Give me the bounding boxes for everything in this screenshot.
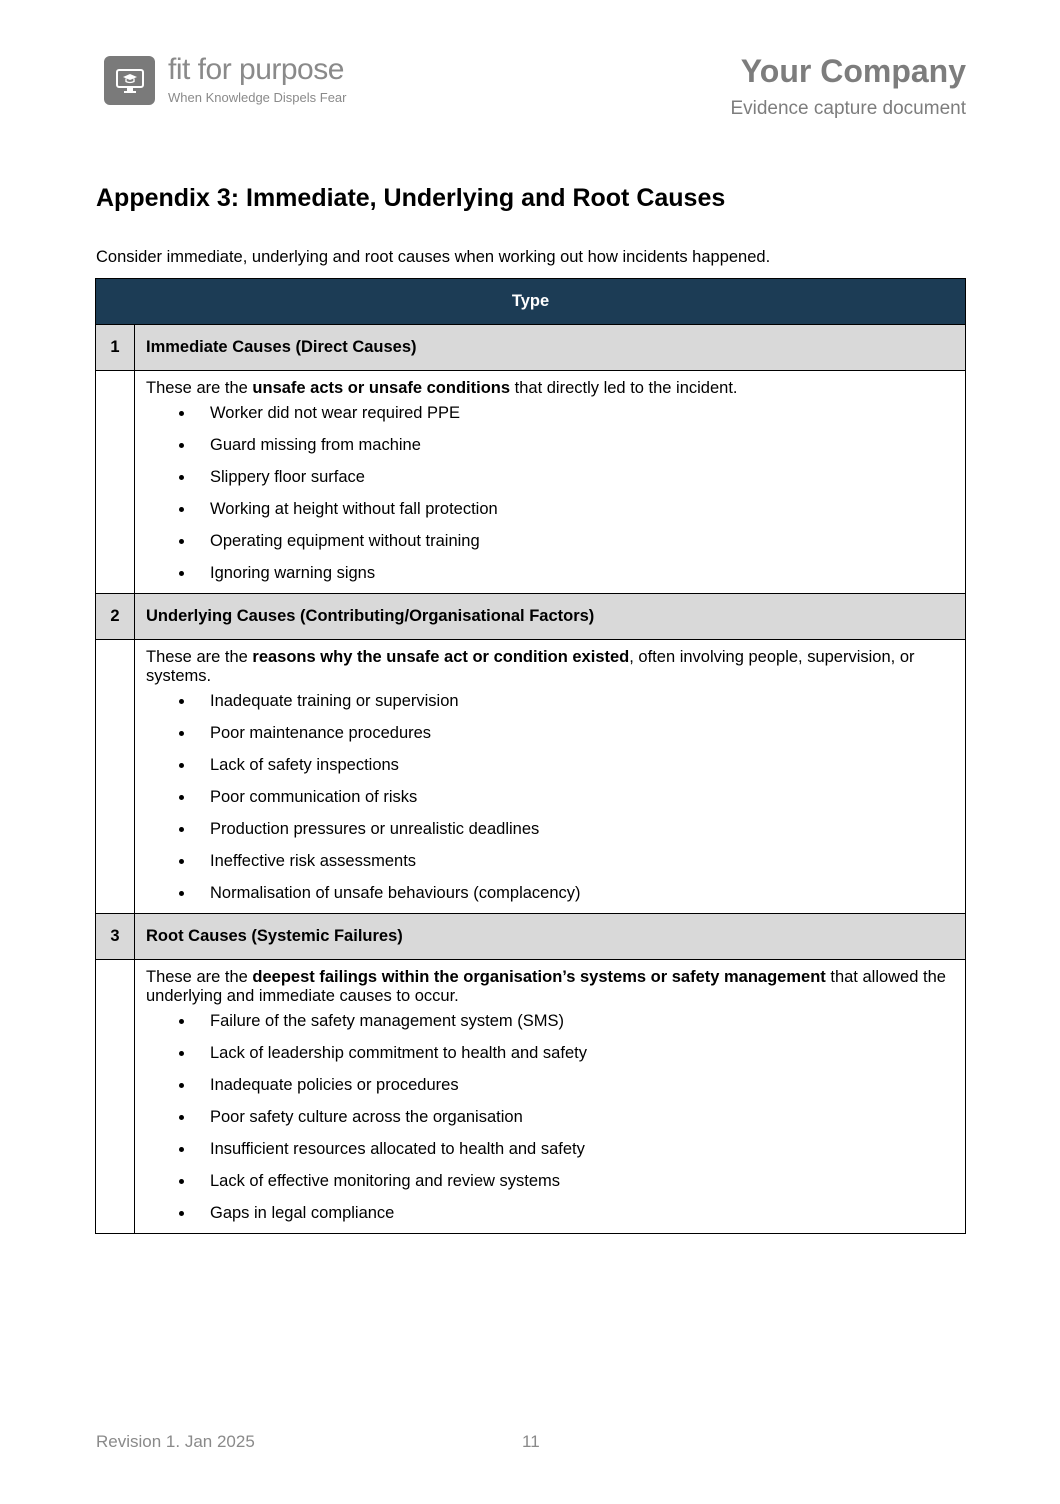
bullet-list [146, 1012, 953, 1223]
table-header-type: Type [96, 279, 966, 325]
description-emphasis: unsafe acts or unsafe conditions [252, 379, 511, 397]
list-item: Normalisation of unsafe behaviours (complacency) [146, 884, 953, 903]
category-description [135, 371, 966, 594]
company-header [730, 52, 966, 120]
category-number: 1 [96, 325, 135, 371]
list-item: Slippery floor surface [146, 468, 953, 487]
description-lead: These are the [146, 379, 253, 397]
list-item: Operating equipment without training [146, 532, 953, 551]
category-title: Immediate Causes (Direct Causes) [135, 325, 966, 371]
list-item: Ignoring warning signs [146, 564, 953, 583]
list-item: Lack of safety inspections [146, 756, 953, 775]
empty-number-cell [96, 371, 135, 594]
description-text [146, 968, 953, 1006]
category-row [96, 594, 966, 640]
document-type: Evidence capture document [730, 98, 966, 119]
logo-tagline: When Knowledge Dispels Fear [168, 90, 347, 105]
page-title: Appendix 3: Immediate, Underlying and Root Causes [96, 184, 726, 212]
page-number: 11 [522, 1432, 540, 1451]
list-item: Failure of the safety management system (SMS) [146, 1012, 953, 1031]
list-item: Inadequate training or supervision [146, 692, 953, 711]
list-item: Gaps in legal compliance [146, 1204, 953, 1223]
category-body-row [96, 371, 966, 594]
intro-text: Consider immediate, underlying and root causes when working out how incidents happened. [96, 248, 771, 266]
bullet-list [146, 404, 953, 583]
category-row [96, 325, 966, 371]
list-item: Poor communication of risks [146, 788, 953, 807]
footer-revision: Revision 1. Jan 2025 [96, 1432, 255, 1451]
list-item: Lack of effective monitoring and review systems [146, 1172, 953, 1191]
list-item: Working at height without fall protection [146, 500, 953, 519]
bullet-list [146, 692, 953, 903]
category-title: Underlying Causes (Contributing/Organisational Factors) [135, 594, 966, 640]
graduation-cap-monitor-icon [104, 56, 155, 105]
description-tail: , often involving people, supervision, or systems. [146, 648, 915, 685]
empty-number-cell [96, 960, 135, 1234]
list-item: Ineffective risk assessments [146, 852, 953, 871]
description-tail: that allowed the underlying and immediate causes to occur. [146, 968, 946, 1005]
description-emphasis: reasons why the unsafe act or condition existed [252, 648, 630, 666]
causes-table [95, 278, 966, 1234]
category-row [96, 914, 966, 960]
logo-name: fit for purpose [168, 53, 344, 86]
description-text [146, 379, 953, 398]
description-emphasis: deepest failings within the organisation’s systems or safety management [252, 968, 826, 986]
list-item: Insufficient resources allocated to health and safety [146, 1140, 953, 1159]
empty-number-cell [96, 640, 135, 914]
category-title: Root Causes (Systemic Failures) [135, 914, 966, 960]
description-lead: These are the [146, 648, 253, 666]
list-item: Guard missing from machine [146, 436, 953, 455]
list-item: Inadequate policies or procedures [146, 1076, 953, 1095]
list-item: Poor safety culture across the organisation [146, 1108, 953, 1127]
list-item: Worker did not wear required PPE [146, 404, 953, 423]
category-body-row [96, 640, 966, 914]
description-text [146, 648, 953, 686]
list-item: Poor maintenance procedures [146, 724, 953, 743]
description-tail: that directly led to the incident. [510, 379, 738, 397]
category-description [135, 640, 966, 914]
list-item: Lack of leadership commitment to health and safety [146, 1044, 953, 1063]
table-header-row [96, 279, 966, 325]
category-number: 3 [96, 914, 135, 960]
list-item: Production pressures or unrealistic deadlines [146, 820, 953, 839]
company-name: Your Company [740, 53, 966, 89]
logo [104, 53, 347, 105]
category-number: 2 [96, 594, 135, 640]
category-description [135, 960, 966, 1234]
description-lead: These are the [146, 968, 253, 986]
category-body-row [96, 960, 966, 1234]
